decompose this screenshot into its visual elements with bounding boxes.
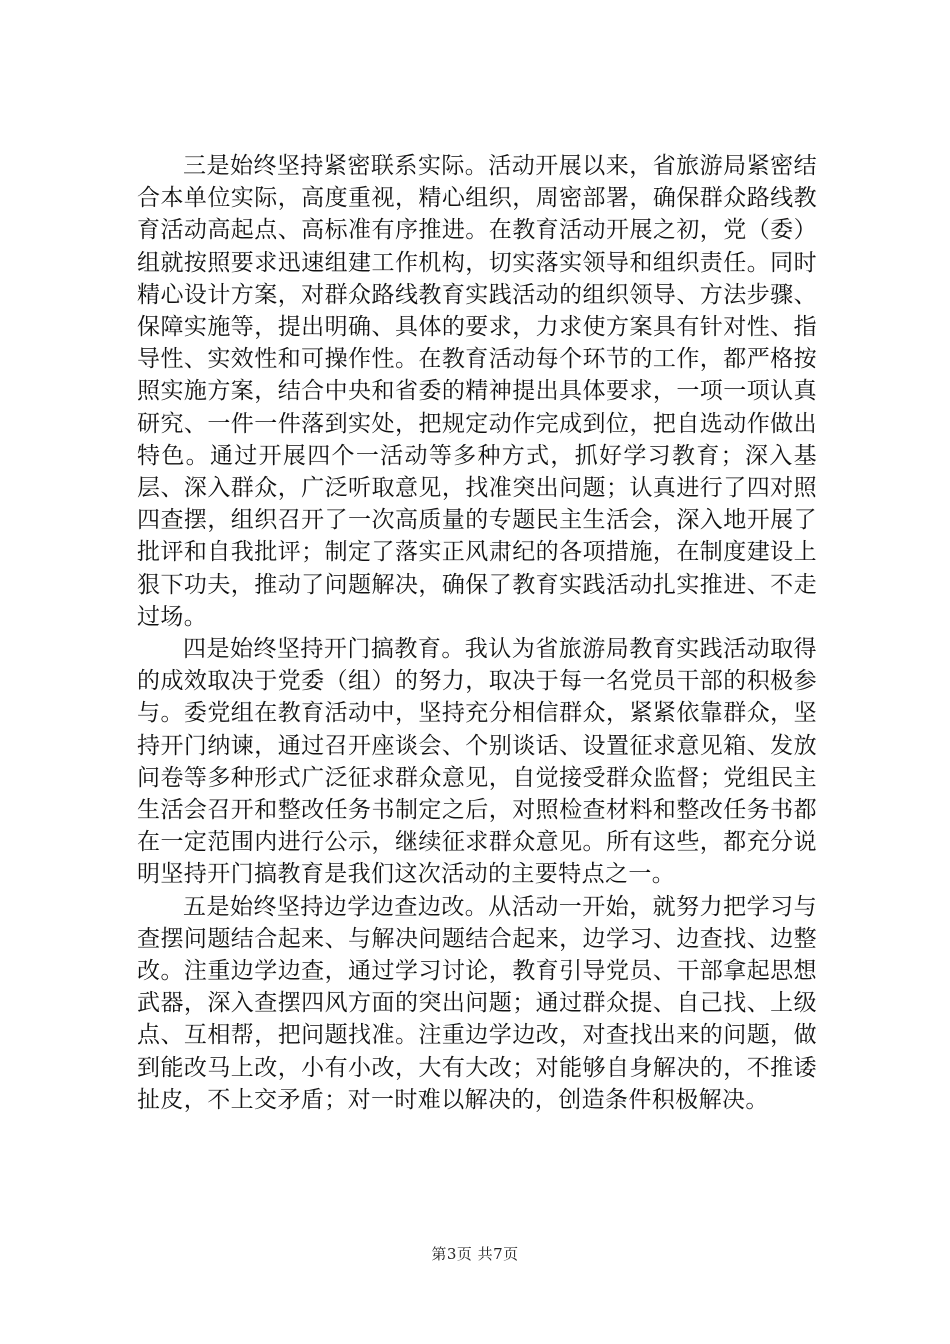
paragraph-3: 三是始终坚持紧密联系实际。活动开展以来，省旅游局紧密结合本单位实际，高度重视，精心组织，周密部署，确保群众路线教育活动高起点、高标准有序推进。在教育活动开展之初，党（委）组就按照要求迅速组建工作机构，切实落实领导和组织责任。同时精心设计方案，对群众路线教育实践活动的组织领导、方法步骤、保障实施等，提出明确、具体的要求，力求使方案具有针对性、指导性、实效性和可操作性。在教育活动每个环节的工作，都严格按照实施方案，结合中央和省委的精神提出具体要求，一项一项认真研究、一件一件落到实处，把规定动作完成到位，把自选动作做出特色。通过开展四个一活动等多种方式，抓好学习教育；深入基层、深入群众，广泛听取意见，找准突出问题；认真进行了四对照四查摆，组织召开了一次高质量的专题民主生活会，深入地开展了批评和自我批评；制定了落实正风肃纪的各项措施，在制度建设上狠下功夫，推动了问题解决，确保了教育实践活动扎实推进、不走过场。 [137, 153, 817, 630]
page-number: 第3页 共7页 [431, 1245, 519, 1263]
document-body [137, 150, 817, 1116]
paragraph-5: 五是始终坚持边学边查边改。从活动一开始，就努力把学习与查摆问题结合起来、与解决问题结合起来，边学习、边查找、边整改。注重边学边查，通过学习讨论，教育引导党员、干部拿起思想武器，深入查摆四风方面的突出问题；通过群众提、自己找、上级点、互相帮，把问题找准。注重边学边改，对查找出来的问题，做到能改马上改，小有小改，大有大改；对能够自身解决的，不推诿扯皮，不上交矛盾；对一时难以解决的，创造条件积极解决。 [137, 893, 817, 1113]
paragraph-4: 四是始终坚持开门搞教育。我认为省旅游局教育实践活动取得的成效取决于党委（组）的努力，取决于每一名党员干部的积极参与。委党组在教育活动中，坚持充分相信群众，紧紧依靠群众，坚持开门纳谏，通过召开座谈会、个别谈话、设置征求意见箱、发放问卷等多种形式广泛征求群众意见，自觉接受群众监督；党组民主生活会召开和整改任务书制定之后，对照检查材料和整改任务书都在一定范围内进行公示，继续征求群众意见。所有这些，都充分说明坚持开门搞教育是我们这次活动的主要特点之一。 [137, 636, 817, 888]
